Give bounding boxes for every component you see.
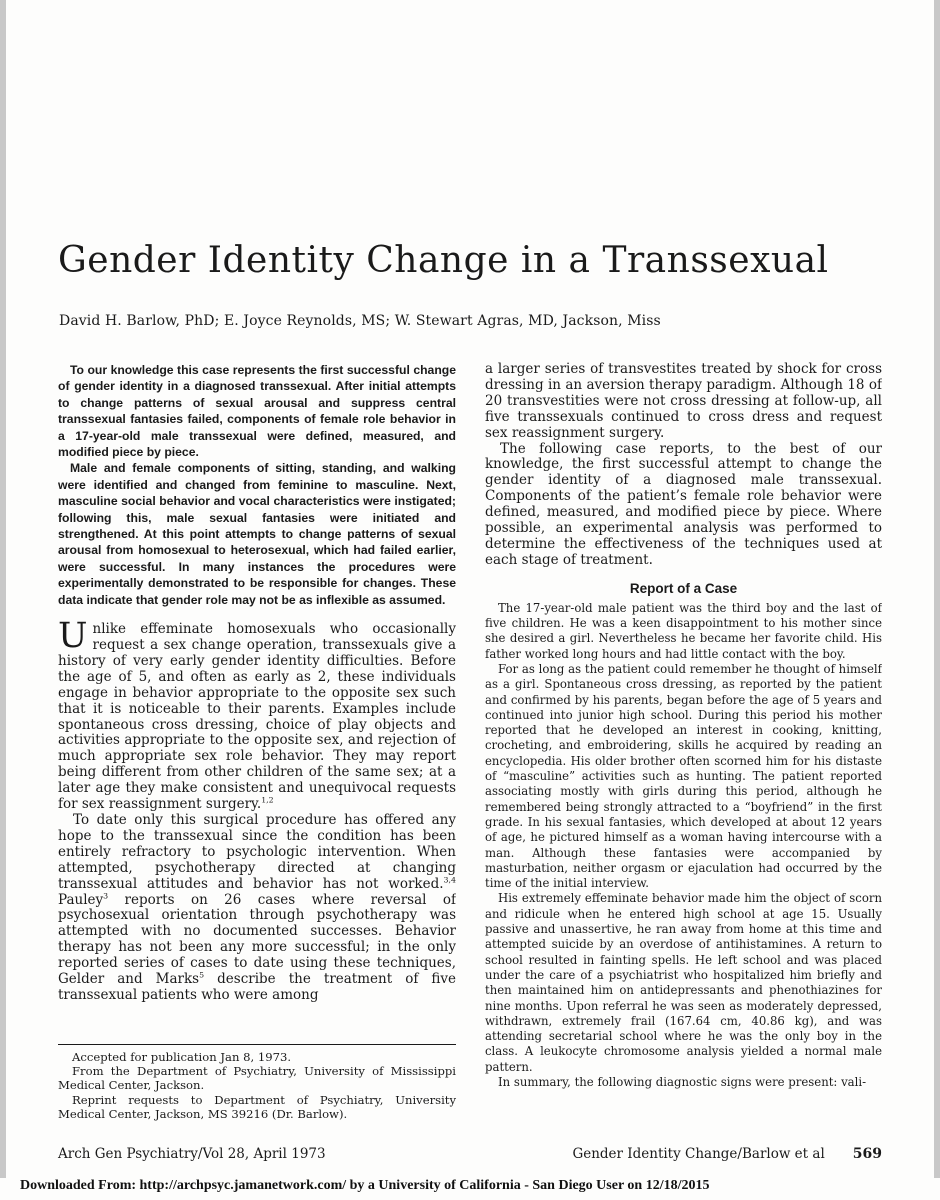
case-paragraph: The 17-year-old male patient was the third boy and the last of five children. He was a keen disappointment to his mother since she desired a girl. Nevertheless he became her favorite child. His father worked long hours and had little contact with the boy. bbox=[485, 600, 882, 661]
download-banner: Downloaded From: http://archpsyc.jamanetwork.com/ by a University of California - San Diego User on 12/18/2015 bbox=[20, 1178, 710, 1193]
running-title: Gender Identity Change/Barlow et al bbox=[572, 1146, 825, 1162]
left-column bbox=[58, 362, 456, 1048]
intro-paragraph: To date only this surgical procedure has offered any hope to the transsexual since the condition has been entirely refractory to psychologic intervention. When attempted, psychotherapy directed at changing transsexual attitudes and behavior has not worked.$^{3,4}$ Pauley$^3$ reports on 26 cases where reversal of psychosexual orientation through psychotherapy was attempted with no documented successes. Behavior therapy has not been any more successful; in the only reported series of cases to date using these techniques, Gelder and Marks$^5$ describe the treatment of five transsexual patients who were among bbox=[58, 811, 456, 1003]
article-title: Gender Identity Change in a Transsexual bbox=[58, 240, 829, 281]
page-number: 569 bbox=[852, 1146, 882, 1162]
body-paragraph: The following case reports, to the best of our knowledge, the first successful attempt to change the gender identity of a diagnosed male transsexual. Components of the patient’s female role behavior were defined, measured, and modified piece by piece. Where possible, an experimental analysis was performed to determine the effectiveness of the techniques used at each stage of treatment. bbox=[485, 440, 882, 568]
continuation-paragraphs bbox=[485, 362, 882, 569]
reference-superscript: 3,4 bbox=[443, 875, 456, 885]
running-footer bbox=[572, 1146, 882, 1162]
body-paragraph: a larger series of transvestites treated by shock for cross dressing in an aversion therapy paradigm. Although 18 of 20 transvestities were not cross dressing at follow-up, all five transsexuals continued to cross dress and request sex reassignment surgery. bbox=[485, 362, 882, 441]
footnote-block bbox=[58, 1044, 456, 1121]
case-paragraph: In summary, the following diagnostic signs were present: vali- bbox=[498, 1074, 867, 1089]
reference-superscript: 3 bbox=[103, 891, 109, 900]
case-paragraph: His extremely effeminate behavior made him the object of scorn and ridicule when he entered high school at age 15. Usually passive and unassertive, he ran away from home at this time and attempted suicide by an overdose of antihistamines. A return to school resulted in fainting spells. He left school and was placed under the care of a psychiatrist who hospitalized him briefly and then maintained him on antidepressants and phenothiazines for nine months. Upon referral he was seen as moderately depressed, withdrawn, extremely frail (167.64 cm, 40.86 kg), and was attending secretarial school where he was the only boy in the class. A leukocyte chromosome analysis yielded a normal male pattern. bbox=[485, 891, 882, 1074]
scan-edge-left bbox=[0, 0, 6, 1178]
drop-cap: U bbox=[58, 616, 88, 657]
reference-superscript: 5 bbox=[199, 970, 205, 980]
page-footer bbox=[58, 1146, 882, 1162]
footnote: Accepted for publication Jan 8, 1973. bbox=[72, 1050, 292, 1064]
case-paragraph: For as long as the patient could remember he thought of himself as a girl. Spontaneous cross dressing, as reported by the patient and confirmed by his parents, began before the age of 5 years and continued into junior high school. During this period his mother reported that he developed an interest in cooking, knitting, crocheting, and embroidering, skills he acquired by reading an encyclopedia. His older brother often scorned him for his distaste of “masculine” activities such as hunting. The patient reported associating mostly with girls during this period, although he remembered being strongly attracted to a “boyfriend” in the first grade. In his sexual fantasies, which developed at about 12 years of age, he pictured himself as a woman having intercourse with a man. Although these fantasies were accompanied by masturbation, neither orgasm or ejaculation had occurred by the time of the initial interview. bbox=[485, 661, 882, 891]
footnote: From the Department of Psychiatry, University of Mississippi Medical Center, Jackson. bbox=[58, 1064, 456, 1093]
footnote: Reprint requests to Department of Psychiatry, University Medical Center, Jackson, MS 39216 (Dr. Barlow). bbox=[58, 1092, 456, 1121]
abstract-paragraph: Male and female components of sitting, standing, and walking were identified and changed from feminine to masculine. Next, masculine social behavior and vocal characteristics were instigated; following this, male sexual fantasies were initiated and strengthened. At this point attempts to change patterns of sexual arousal from homosexual to heterosexual, which had failed earlier, were successful. In many instances the procedures were experimentally demonstrated to be responsible for changes. These data indicate that gender role may not be as inflexible as assumed. bbox=[58, 461, 456, 607]
section-heading-report-of-a-case: Report of a Case bbox=[629, 580, 738, 596]
journal-citation: Arch Gen Psychiatry/Vol 28, April 1973 bbox=[58, 1146, 326, 1162]
abstract bbox=[58, 362, 456, 608]
article-authors: David H. Barlow, PhD; E. Joyce Reynolds, MS; W. Stewart Agras, MD, Jackson, Miss bbox=[59, 313, 661, 329]
footnote-items bbox=[58, 1050, 456, 1121]
intro-first-paragraph bbox=[58, 616, 456, 813]
intro-paragraphs bbox=[58, 813, 456, 1004]
intro-first-paragraph-text: nlike effeminate homosexuals who occasionally request a sex change operation, transsexuals give a history of very early gender identity difficulties. Before the age of 5, and often as early as 2, these individuals engage in behavior appropriate to the opposite sex such that it is noticeable to their parents. Examples include spontaneous cross dressing, choice of play objects and activities appropriate to the opposite sex, and rejection of much appropriate sex role behavior. They may report being different from other children of the same sex; at a later age they make consistent and unequivocal requests for sex reassignment surgery.$^{1,2}$ bbox=[58, 621, 456, 813]
reference-superscript: 1,2 bbox=[261, 795, 274, 805]
scan-edge-right bbox=[934, 0, 940, 1178]
case-report-text bbox=[485, 601, 882, 1091]
introduction bbox=[58, 616, 456, 1004]
right-column bbox=[485, 362, 882, 1134]
footnote-rule bbox=[58, 1044, 456, 1045]
abstract-paragraph: To our knowledge this case represents the first successful change of gender identity in a diagnosed transsexual. After initial attempts to change patterns of sexual arousal and suppress central transsexual fantasies failed, components of female role behavior in a 17-year-old male transsexual were defined, measured, and modified piece by piece. bbox=[58, 363, 456, 460]
